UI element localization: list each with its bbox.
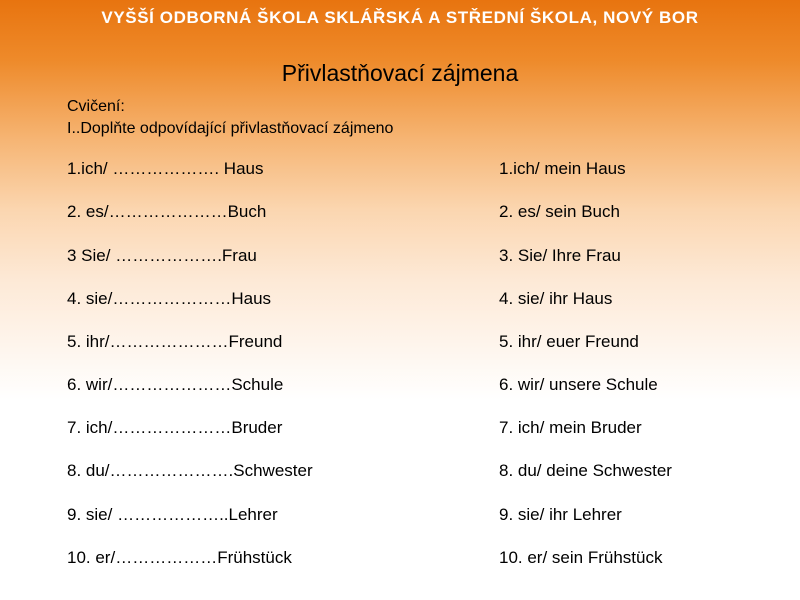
exercise-item: 7. ich/…………………Bruder	[67, 418, 283, 437]
exercise-row	[0, 202, 800, 226]
exercise-item: 1.ich/ ………………. Haus	[67, 159, 264, 178]
exercise-row	[0, 418, 800, 442]
answer-item: 5. ihr/ euer Freund	[499, 332, 639, 351]
school-header: VYŠŠÍ ODBORNÁ ŠKOLA SKLÁŘSKÁ A STŘEDNÍ ŠKOLA, NOVÝ BOR	[101, 8, 699, 27]
exercise-item: 3 Sie/ ……………….Frau	[67, 246, 257, 265]
exercise-intro	[67, 96, 393, 140]
answer-item: 10. er/ sein Frühstück	[499, 548, 663, 567]
answer-item: 4. sie/ ihr Haus	[499, 289, 613, 308]
exercise-label: Cvičení:	[67, 98, 125, 115]
exercise-item: 4. sie/…………………Haus	[67, 289, 272, 308]
exercise-row	[0, 289, 800, 313]
exercise-instruction: I..Doplňte odpovídající přivlastňovací zájmeno	[67, 120, 394, 137]
answer-item: 2. es/ sein Buch	[499, 202, 620, 221]
exercise-item: 5. ihr/…………………Freund	[67, 332, 283, 351]
exercise-row	[0, 375, 800, 399]
answer-item: 6. wir/ unsere Schule	[499, 375, 658, 394]
slide-title: Přivlastňovací zájmena	[281, 60, 519, 86]
exercise-row	[0, 246, 800, 270]
exercise-item: 10. er/………………Frühstück	[67, 548, 292, 567]
answer-item: 8. du/ deine Schwester	[499, 461, 672, 480]
exercise-item: 8. du/………………….Schwester	[67, 461, 313, 480]
answer-item: 1.ich/ mein Haus	[499, 159, 626, 178]
exercise-row	[0, 461, 800, 485]
exercise-item: 6. wir/…………………Schule	[67, 375, 284, 394]
exercise-row	[0, 505, 800, 529]
answer-item: 3. Sie/ Ihre Frau	[499, 246, 621, 265]
exercise-row	[0, 332, 800, 356]
exercise-item: 2. es/…………………Buch	[67, 202, 267, 221]
answer-item: 7. ich/ mein Bruder	[499, 418, 642, 437]
answer-item: 9. sie/ ihr Lehrer	[499, 505, 622, 524]
exercise-row	[0, 159, 800, 183]
exercise-row	[0, 548, 800, 572]
exercise-item: 9. sie/ ………………..Lehrer	[67, 505, 278, 524]
